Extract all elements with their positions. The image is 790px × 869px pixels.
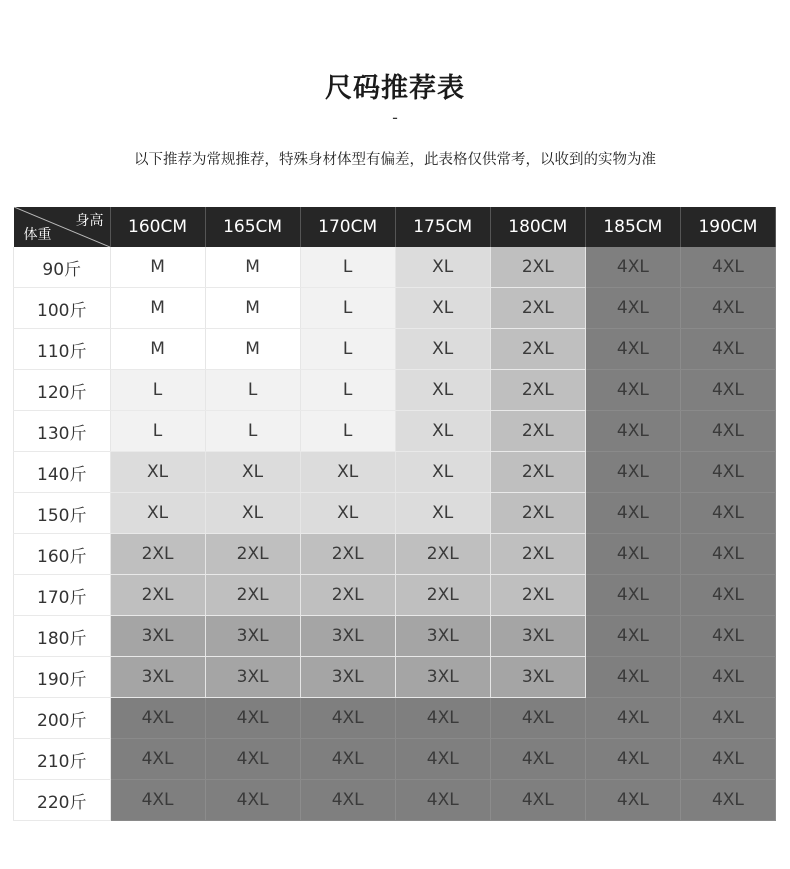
size-cell: XL (395, 329, 490, 370)
size-cell: 3XL (205, 616, 300, 657)
size-cell: 4XL (205, 780, 300, 821)
size-cell: 2XL (490, 411, 585, 452)
table-row (14, 288, 776, 329)
table-row (14, 411, 776, 452)
corner-cell (14, 207, 111, 247)
table-row (14, 698, 776, 739)
size-cell: 2XL (300, 575, 395, 616)
size-cell: 2XL (490, 247, 585, 288)
size-cell: 4XL (585, 288, 680, 329)
size-cell: 3XL (205, 657, 300, 698)
size-cell: 3XL (490, 657, 585, 698)
weight-cell: 120斤 (14, 370, 111, 411)
size-cell: XL (395, 247, 490, 288)
height-axis-label: 身高 (75, 213, 104, 229)
size-cell: 4XL (585, 329, 680, 370)
size-cell: 4XL (585, 247, 680, 288)
size-cell: 3XL (300, 616, 395, 657)
weight-cell: 170斤 (14, 575, 111, 616)
size-cell: 3XL (110, 657, 205, 698)
size-cell: 4XL (585, 575, 680, 616)
size-cell: 2XL (490, 534, 585, 575)
size-cell: 4XL (585, 411, 680, 452)
size-chart-table (13, 207, 776, 821)
size-cell: XL (110, 452, 205, 493)
size-cell: 4XL (680, 370, 775, 411)
size-cell: L (205, 370, 300, 411)
size-cell: 4XL (680, 780, 775, 821)
height-header-cell: 190CM (680, 207, 775, 247)
size-cell: 2XL (205, 575, 300, 616)
size-cell: 4XL (585, 780, 680, 821)
size-cell: L (110, 370, 205, 411)
size-cell: 4XL (205, 739, 300, 780)
size-cell: 4XL (585, 739, 680, 780)
size-cell: 4XL (395, 698, 490, 739)
weight-cell: 190斤 (14, 657, 111, 698)
size-cell: 2XL (490, 493, 585, 534)
size-cell: 4XL (680, 288, 775, 329)
weight-cell: 110斤 (14, 329, 111, 370)
height-header-cell: 175CM (395, 207, 490, 247)
size-cell: 4XL (680, 329, 775, 370)
size-cell: 4XL (585, 493, 680, 534)
size-cell: 4XL (300, 698, 395, 739)
size-cell: 3XL (395, 616, 490, 657)
size-cell: 4XL (490, 739, 585, 780)
table-row (14, 616, 776, 657)
weight-cell: 100斤 (14, 288, 111, 329)
size-cell: M (205, 329, 300, 370)
size-cell: 2XL (300, 534, 395, 575)
weight-cell: 160斤 (14, 534, 111, 575)
size-cell: 2XL (395, 534, 490, 575)
header-row (14, 207, 776, 247)
weight-cell: 150斤 (14, 493, 111, 534)
size-cell: 4XL (585, 616, 680, 657)
size-cell: 3XL (395, 657, 490, 698)
table-row (14, 370, 776, 411)
height-header-cell: 165CM (205, 207, 300, 247)
size-cell: 4XL (585, 534, 680, 575)
size-cell: XL (110, 493, 205, 534)
size-cell: M (205, 288, 300, 329)
size-cell: 4XL (680, 247, 775, 288)
size-cell: M (110, 329, 205, 370)
table-header (14, 207, 776, 247)
size-cell: XL (395, 288, 490, 329)
table-row (14, 534, 776, 575)
size-cell: 4XL (680, 575, 775, 616)
size-cell: 3XL (490, 616, 585, 657)
size-cell: 3XL (300, 657, 395, 698)
size-cell: 4XL (300, 739, 395, 780)
size-cell: 4XL (395, 780, 490, 821)
size-cell: L (300, 411, 395, 452)
weight-cell: 130斤 (14, 411, 111, 452)
size-cell: L (110, 411, 205, 452)
table-row (14, 575, 776, 616)
size-cell: XL (395, 411, 490, 452)
weight-axis-label: 体重 (23, 227, 52, 243)
size-cell: 4XL (585, 452, 680, 493)
size-cell: XL (395, 452, 490, 493)
size-cell: XL (395, 370, 490, 411)
size-cell: 4XL (680, 739, 775, 780)
weight-cell: 140斤 (14, 452, 111, 493)
title-divider: - (392, 108, 398, 127)
size-cell: 4XL (585, 698, 680, 739)
size-cell: 4XL (110, 739, 205, 780)
height-header-cell: 185CM (585, 207, 680, 247)
table-row (14, 739, 776, 780)
table-row (14, 452, 776, 493)
size-cell: M (110, 247, 205, 288)
size-cell: 4XL (680, 698, 775, 739)
size-cell: 2XL (490, 288, 585, 329)
table-body (14, 247, 776, 821)
size-cell: XL (205, 452, 300, 493)
size-cell: 4XL (680, 493, 775, 534)
size-cell: M (205, 247, 300, 288)
size-cell: 2XL (490, 329, 585, 370)
size-cell: 4XL (110, 780, 205, 821)
size-cell: 2XL (395, 575, 490, 616)
size-cell: 4XL (490, 780, 585, 821)
size-cell: 4XL (205, 698, 300, 739)
weight-cell: 90斤 (14, 247, 111, 288)
size-cell: 4XL (300, 780, 395, 821)
size-cell: L (300, 370, 395, 411)
table-row (14, 493, 776, 534)
size-cell: 4XL (490, 698, 585, 739)
height-header-cell: 180CM (490, 207, 585, 247)
size-cell: 4XL (680, 616, 775, 657)
size-cell: XL (300, 493, 395, 534)
table-row (14, 247, 776, 288)
size-cell: 2XL (110, 575, 205, 616)
table-row (14, 329, 776, 370)
size-cell: L (300, 288, 395, 329)
size-cell: XL (395, 493, 490, 534)
size-cell: M (110, 288, 205, 329)
size-cell: 4XL (680, 534, 775, 575)
weight-cell: 180斤 (14, 616, 111, 657)
size-cell: 4XL (110, 698, 205, 739)
size-cell: L (300, 329, 395, 370)
size-cell: L (205, 411, 300, 452)
size-cell: 4XL (680, 657, 775, 698)
height-header-cell: 160CM (110, 207, 205, 247)
table-row (14, 780, 776, 821)
page-title: 尺码推荐表 (325, 73, 465, 104)
size-cell: XL (205, 493, 300, 534)
size-cell: 4XL (585, 657, 680, 698)
weight-cell: 200斤 (14, 698, 111, 739)
size-cell: 4XL (395, 739, 490, 780)
height-header-cell: 170CM (300, 207, 395, 247)
size-cell: 2XL (490, 370, 585, 411)
size-cell: L (300, 247, 395, 288)
size-cell: 3XL (110, 616, 205, 657)
page-subtitle: 以下推荐为常规推荐，特殊身材体型有偏差，此表格仅供常考，以收到的实物为准 (134, 152, 656, 168)
size-cell: 2XL (490, 452, 585, 493)
size-cell: 2XL (110, 534, 205, 575)
size-cell: 4XL (585, 370, 680, 411)
size-cell: 4XL (680, 411, 775, 452)
weight-cell: 220斤 (14, 780, 111, 821)
size-cell: 2XL (205, 534, 300, 575)
table-row (14, 657, 776, 698)
size-cell: 4XL (680, 452, 775, 493)
size-cell: XL (300, 452, 395, 493)
weight-cell: 210斤 (14, 739, 111, 780)
size-cell: 2XL (490, 575, 585, 616)
